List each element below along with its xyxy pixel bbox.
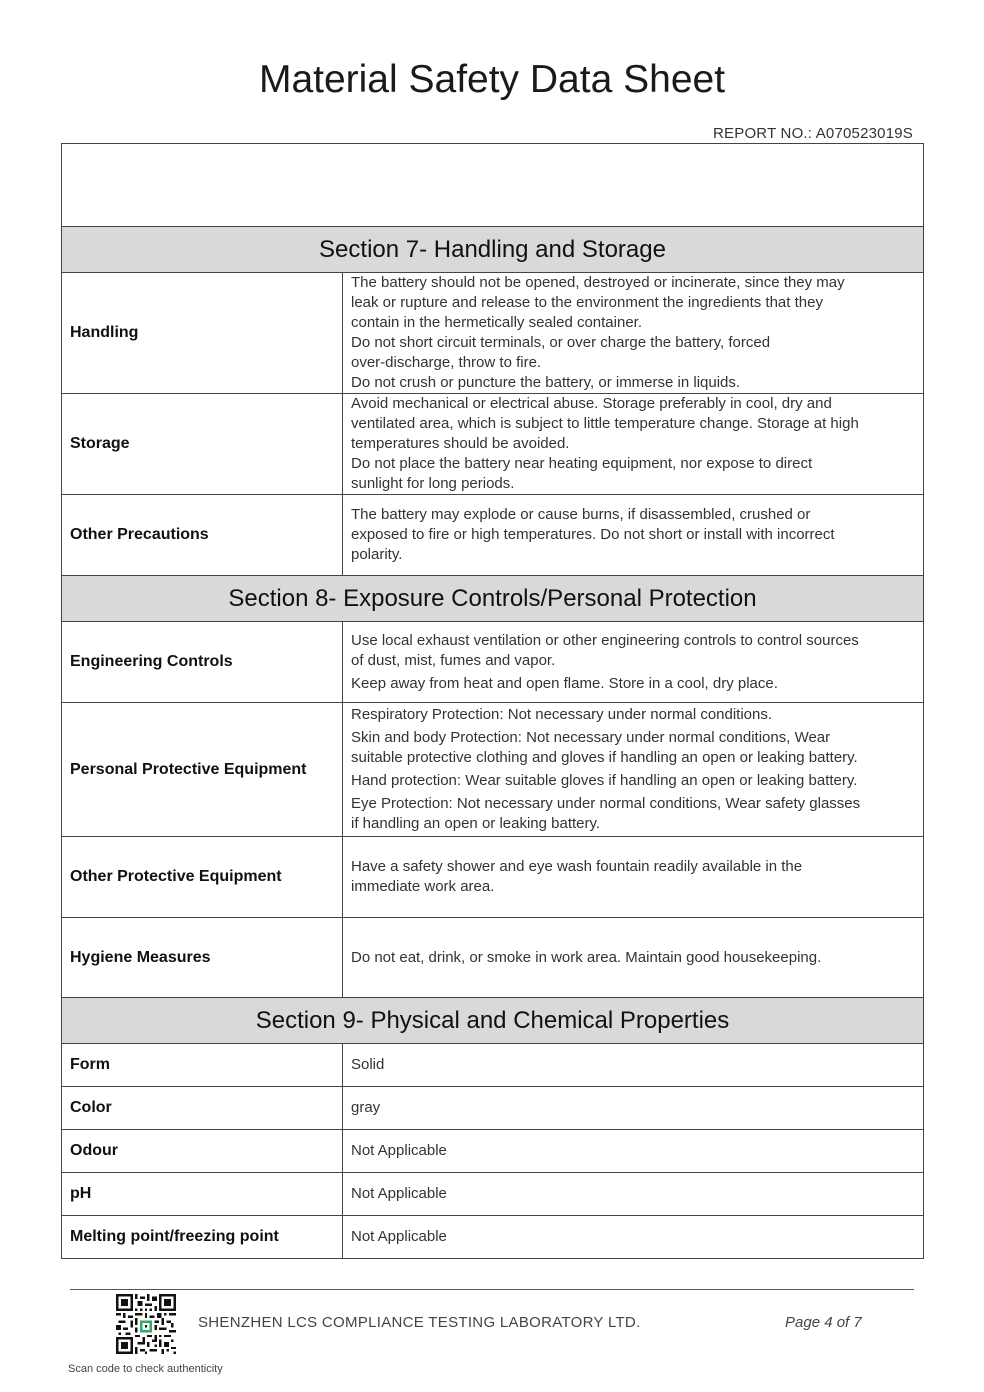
- value-line: contain in the hermetically sealed container.: [351, 314, 643, 331]
- value-line: immediate work area.: [351, 878, 495, 895]
- table-row-color: [62, 1087, 924, 1130]
- page-number: Page 4 of 7: [785, 1314, 862, 1331]
- row-label: Odour: [62, 1130, 343, 1173]
- blank-header-row: [62, 144, 924, 227]
- row-value: gray: [343, 1087, 924, 1130]
- row-value: Not Applicable: [343, 1130, 924, 1173]
- value-line: of dust, mist, fumes and vapor.: [351, 651, 556, 669]
- value-line: polarity.: [351, 546, 403, 563]
- value-line: Keep away from heat and open flame. Store in a cool, dry place.: [351, 674, 778, 692]
- value-line: Do not crush or puncture the battery, or immerse in liquids.: [351, 374, 741, 391]
- scan-code-caption: Scan code to check authenticity: [68, 1363, 223, 1375]
- value-line: Do not eat, drink, or smoke in work area. Maintain good housekeeping.: [351, 948, 822, 966]
- value-line: Use local exhaust ventilation or other engineering controls to control sources: [351, 631, 859, 649]
- value-line: Hand protection: Wear suitable gloves if handling an open or leaking battery.: [351, 772, 858, 789]
- section-9-header: [62, 998, 924, 1044]
- value-line: ventilated area, which is subject to little temperature change. Storage at high: [351, 415, 859, 432]
- row-label: Other Precautions: [62, 495, 343, 576]
- table-row-storage: [62, 394, 924, 495]
- section-7-header: [62, 227, 924, 273]
- row-label: Engineering Controls: [62, 622, 343, 703]
- row-label: Storage: [62, 394, 343, 495]
- row-value: [343, 703, 924, 837]
- value-line: over-discharge, throw to fire.: [351, 354, 542, 371]
- section-heading: Section 8- Exposure Controls/Personal Protection: [62, 576, 924, 622]
- value-line: Eye Protection: Not necessary under normal conditions, Wear safety glasses: [351, 795, 861, 812]
- row-value: Not Applicable: [343, 1173, 924, 1216]
- row-label: Handling: [62, 273, 343, 394]
- row-label: Melting point/freezing point: [62, 1216, 343, 1259]
- value-line: leak or rupture and release to the environment the ingredients that they: [351, 294, 823, 311]
- report-number: REPORT NO.: A070523019S: [713, 125, 913, 142]
- msds-table: [61, 143, 924, 1259]
- footer-divider: [70, 1289, 914, 1290]
- row-value: Not Applicable: [343, 1216, 924, 1259]
- table-row-odour: [62, 1130, 924, 1173]
- value-line: Do not short circuit terminals, or over charge the battery, forced: [351, 334, 771, 351]
- value-line: suitable protective clothing and gloves if handling an open or leaking battery.: [351, 749, 858, 766]
- row-label: Color: [62, 1087, 343, 1130]
- table-row-engineering-controls: [62, 622, 924, 703]
- row-value: Solid: [343, 1044, 924, 1087]
- value-line: Do not place the battery near heating equipment, nor expose to direct: [351, 455, 813, 472]
- row-label: Other Protective Equipment: [62, 837, 343, 918]
- value-line: The battery should not be opened, destroyed or incinerate, since they may: [351, 274, 845, 291]
- value-line: Have a safety shower and eye wash fountain readily available in the: [351, 858, 803, 875]
- value-line: The battery may explode or cause burns, if disassembled, crushed or: [351, 506, 811, 523]
- table-row-other-protective-equipment: [62, 837, 924, 918]
- value-line: Skin and body Protection: Not necessary under normal conditions, Wear: [351, 729, 831, 746]
- table-row-ph: [62, 1173, 924, 1216]
- laboratory-name: SHENZHEN LCS COMPLIANCE TESTING LABORATORY LTD.: [198, 1314, 641, 1331]
- row-label: Personal Protective Equipment: [62, 703, 343, 837]
- value-line: Respiratory Protection: Not necessary under normal conditions.: [351, 706, 773, 723]
- row-value: [343, 622, 924, 703]
- row-label: Form: [62, 1044, 343, 1087]
- table-row-melting-point: [62, 1216, 924, 1259]
- document-title: Material Safety Data Sheet: [258, 58, 726, 101]
- row-value: [343, 918, 924, 998]
- table-row-hygiene-measures: [62, 918, 924, 998]
- value-line: sunlight for long periods.: [351, 475, 515, 492]
- row-value: [343, 394, 924, 495]
- value-line: temperatures should be avoided.: [351, 435, 570, 452]
- section-heading: Section 9- Physical and Chemical Properties: [62, 998, 924, 1044]
- value-line: if handling an open or leaking battery.: [351, 815, 601, 832]
- section-heading: Section 7- Handling and Storage: [62, 227, 924, 273]
- table-row-other-precautions: [62, 495, 924, 576]
- value-line: Avoid mechanical or electrical abuse. Storage preferably in cool, dry and: [351, 395, 832, 412]
- qr-code-icon[interactable]: [116, 1294, 176, 1354]
- row-label: pH: [62, 1173, 343, 1216]
- value-line: exposed to fire or high temperatures. Do not short or install with incorrect: [351, 526, 835, 543]
- table-row-personal-protective-equipment: [62, 703, 924, 837]
- table-row-handling: [62, 273, 924, 394]
- row-label: Hygiene Measures: [62, 918, 343, 998]
- table-row-form: [62, 1044, 924, 1087]
- section-8-header: [62, 576, 924, 622]
- row-value: [343, 837, 924, 918]
- row-value: [343, 495, 924, 576]
- row-value: [343, 273, 924, 394]
